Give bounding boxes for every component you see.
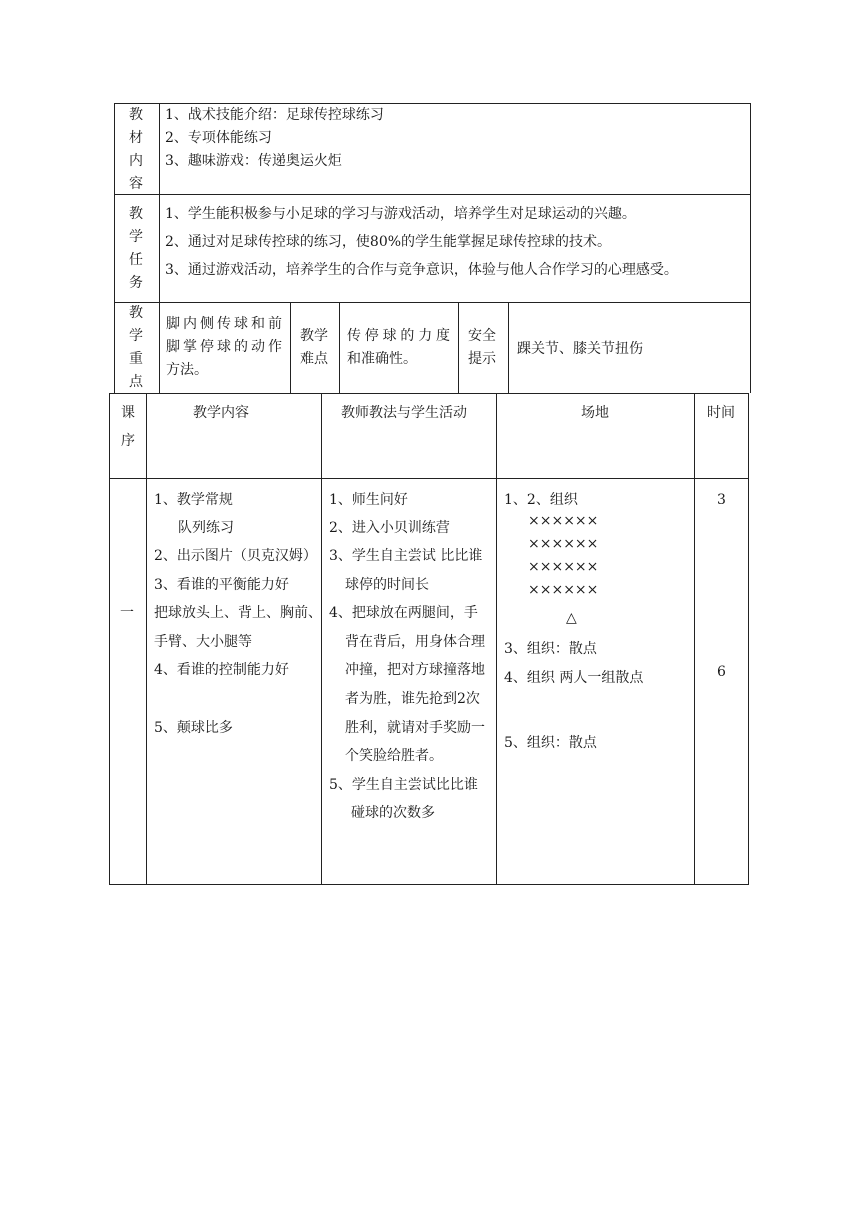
top-table-border-right (750, 103, 751, 393)
method-line: 碰球的次数多 (351, 805, 435, 821)
venue-line: 4、组织 两人一组散点 (504, 670, 644, 686)
time-value: 3 (717, 492, 726, 508)
main-table-header-divider (109, 478, 749, 479)
key-point-line: 脚内侧传球和前 (166, 316, 282, 332)
key-divider-1 (290, 302, 291, 393)
content-line: 3、看谁的平衡能力好 (154, 577, 289, 593)
main-table-border-bottom (109, 884, 749, 885)
venue-line: 3、组织：散点 (504, 641, 597, 657)
method-line: 4、把球放在两腿间，手 (329, 605, 478, 621)
main-col-divider-2 (321, 393, 322, 885)
materials-item: 1、战术技能介绍：足球传控球练习 (165, 107, 384, 123)
content-line: 把球放头上、背上、胸前、 (154, 605, 322, 621)
method-line: 者为胜，谁先抢到2次 (345, 691, 480, 707)
materials-item: 3、趣味游戏：传递奥运火炬 (165, 153, 342, 169)
method-line: 1、师生问好 (329, 492, 408, 508)
header-method: 教师教法与学生活动 (341, 405, 467, 421)
difficulty-label-line: 难点 (300, 351, 328, 367)
safety-label-line: 提示 (468, 351, 496, 367)
safety-text: 踝关节、膝关节扭伤 (517, 341, 643, 357)
content-line: 4、看谁的控制能力好 (154, 662, 289, 678)
method-line: 3、学生自主尝试 比比谁 (329, 548, 483, 564)
materials-label: 教材内容 (129, 107, 143, 192)
formation-row: ×××××× (528, 582, 599, 598)
top-table-border-left (114, 103, 115, 393)
method-line: 个笑脸给胜者。 (345, 748, 443, 764)
main-table-border-top (109, 393, 749, 394)
content-line: 5、颠球比多 (154, 720, 233, 736)
key-divider-3 (458, 302, 459, 393)
top-table-divider-2 (114, 302, 751, 303)
difficulty-label-line: 教学 (300, 328, 328, 344)
content-line: 手臂、大小腿等 (154, 634, 252, 650)
key-divider-2 (339, 302, 340, 393)
header-section-1: 课 (121, 405, 135, 421)
section-number: 一 (120, 605, 134, 621)
venue-line: 5、组织：散点 (504, 735, 597, 751)
method-line: 冲撞，把对方球撞落地 (345, 662, 485, 678)
key-point-line: 脚掌停球的动作 (166, 339, 282, 355)
difficulty-line: 传停球的力度 (347, 328, 450, 344)
header-time: 时间 (707, 405, 735, 421)
top-table-divider-1 (114, 194, 751, 195)
safety-label-line: 安全 (468, 328, 496, 344)
content-line: 队列练习 (178, 520, 234, 536)
time-value: 6 (717, 664, 726, 680)
method-line: 5、学生自主尝试比比谁 (329, 777, 478, 793)
method-line: 球停的时间长 (345, 577, 429, 593)
teacher-position-triangle: △ (566, 610, 577, 626)
main-table-border-left (109, 393, 110, 885)
key-point-line: 方法。 (166, 362, 208, 378)
header-venue: 场地 (581, 405, 609, 421)
tasks-item: 2、通过对足球传控球的练习，使80%的学生能掌握足球传控球的技术。 (165, 234, 612, 250)
header-content: 教学内容 (193, 405, 249, 421)
venue-line: 1、2、组织 (504, 492, 578, 508)
top-table-label-divider (159, 103, 160, 393)
formation-row: ×××××× (528, 513, 599, 529)
key-label: 教学重点 (129, 305, 143, 390)
main-col-divider-3 (496, 393, 497, 885)
content-line: 1、教学常规 (154, 492, 233, 508)
main-col-divider-1 (146, 393, 147, 885)
main-table-border-right (748, 393, 749, 885)
tasks-item: 1、学生能积极参与小足球的学习与游戏活动，培养学生对足球运动的兴趣。 (165, 206, 636, 222)
materials-item: 2、专项体能练习 (165, 130, 272, 146)
main-col-divider-4 (694, 393, 695, 885)
method-line: 2、进入小贝训练营 (329, 520, 450, 536)
header-section-2: 序 (121, 433, 135, 449)
tasks-item: 3、通过游戏活动，培养学生的合作与竞争意识，体验与他人合作学习的心理感受。 (165, 262, 678, 278)
method-line: 胜利，就请对手奖励一 (345, 720, 485, 736)
tasks-label: 教学任务 (129, 206, 143, 291)
difficulty-line: 和准确性。 (347, 351, 417, 367)
key-divider-4 (508, 302, 509, 393)
formation-row: ×××××× (528, 536, 599, 552)
method-line: 背在背后，用身体合理 (345, 634, 485, 650)
formation-row: ×××××× (528, 559, 599, 575)
content-line: 2、出示图片（贝克汉姆） (154, 548, 317, 564)
